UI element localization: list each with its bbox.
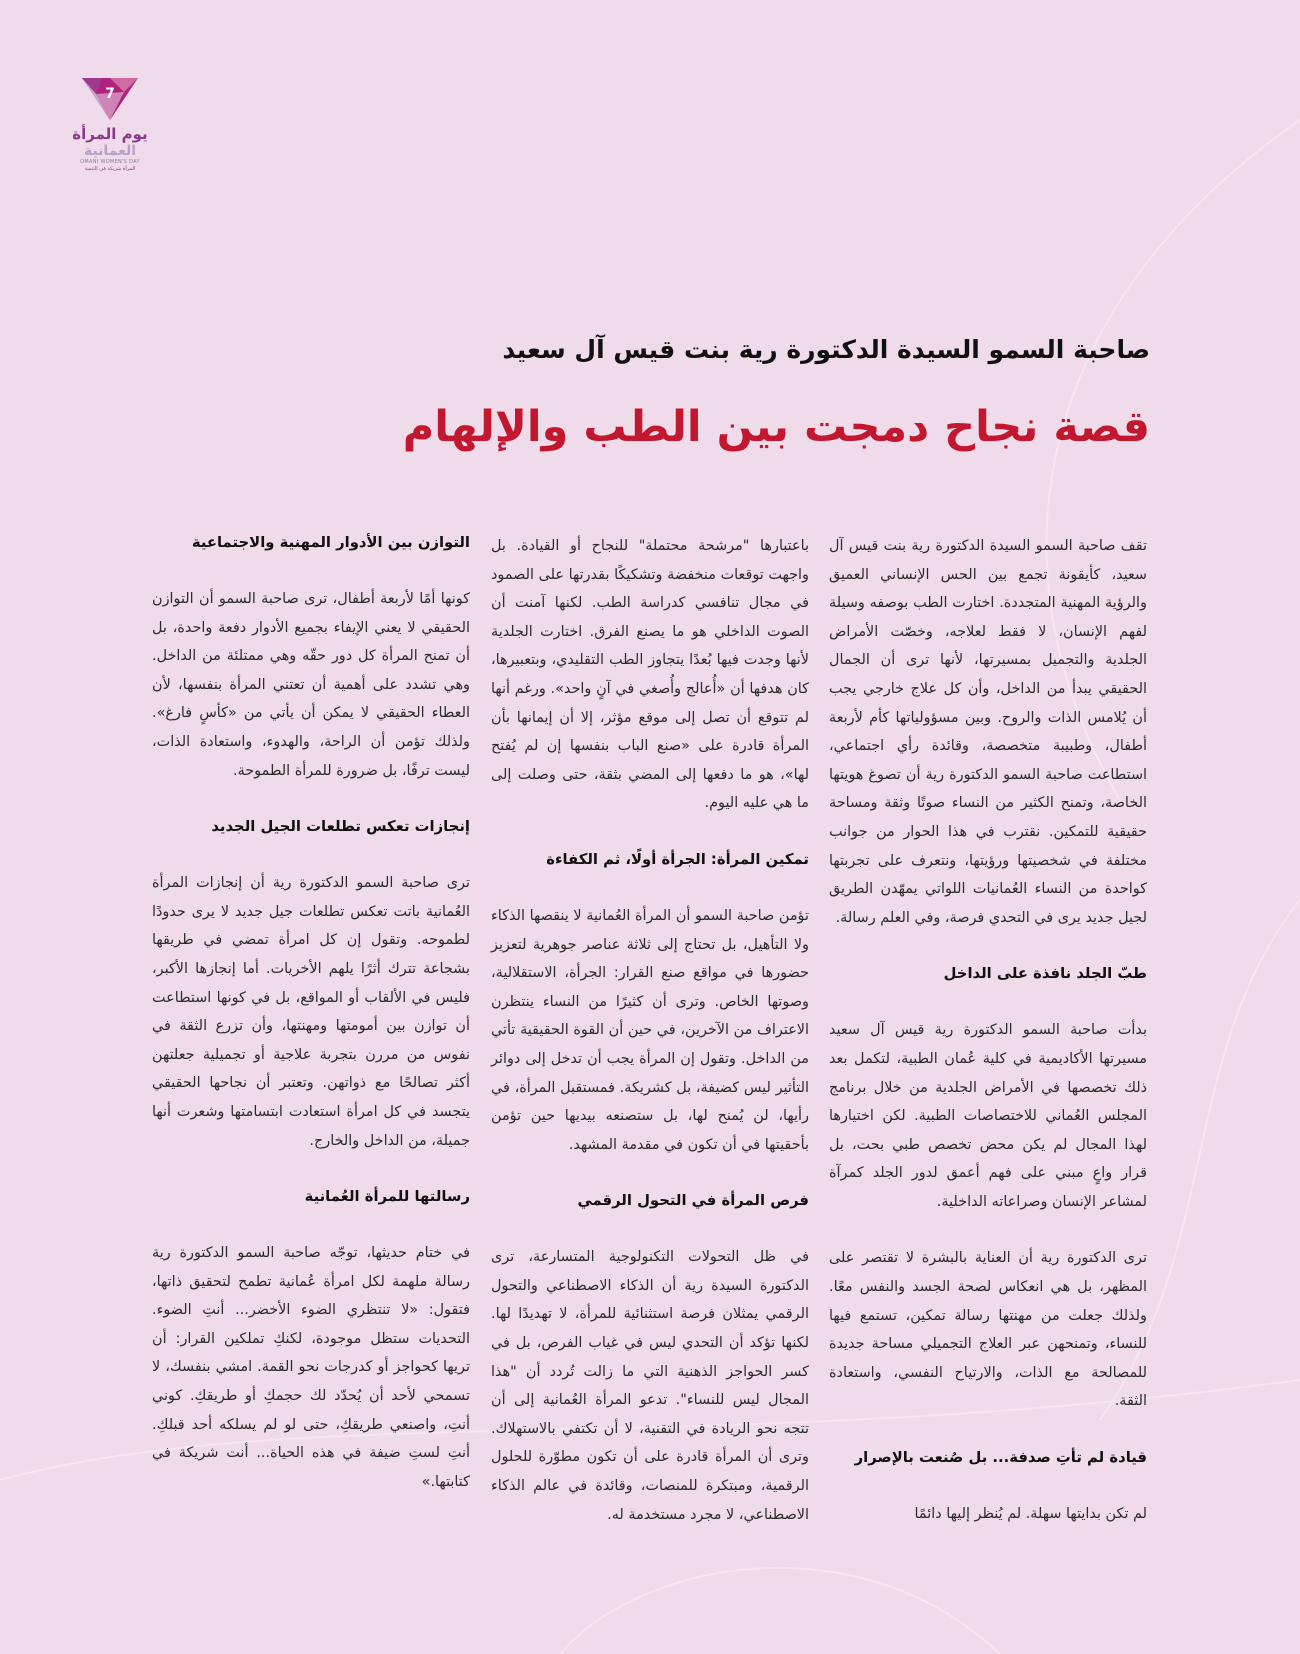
article-column-right [829,532,1147,1557]
logo-tagline: المرأة شريكة في التنمية [84,166,136,172]
article-column-left [152,532,470,1524]
paragraph-leadership-start: لم تكن بدايتها سهلة. لم يُنظر إليها دائمًا [914,1506,1147,1523]
section-heading-achievements: إنجازات تعكس تطلعات الجيل الجديد [211,818,470,836]
section-heading-digital: فرص المرأة في التحول الرقمي [577,1192,809,1210]
section-heading-balance: التوازن بين الأدوار المهنية والاجتماعية [191,534,470,551]
logo-english-line: OMANI WOMEN'S DAY [80,159,140,165]
intro-paragraph: تقف صاحبة السمو السيدة الدكتورة رية بنت قيس آل سعيد، كأيقونة تجمع بين الحس الإنساني العميق والرؤية المهنية المتجددة. اختارت الطب بوصفه وسيلة لفهم الإنسان، لا فقط لعلاجه، وخصّت الأمراض الجلدية والتجميل بمسيرتها، لأنها ترى أن الجمال الحقيقي يبدأ من الداخل، وأن كل علاج خارجي يجب أن يُلامس الذات والروح. وبين مسؤولياتها كأم لأربعة أطفال، وطبيبة متخصصة، وقائدة رأي اجتماعي، استطاعت صاحبة السمو الدكتورة رية أن تصوغ هويتها الخاصة، وتمنح الكثير من النساء صوتًا وثقة ومساحة حقيقية للتمكين. نقترب في هذا الحوار من جوانب مختلفة في شخصيتها ورؤيتها، ونتعرف على تجربتها كواحدة من النساء العُمانيات اللواتي يمهّدن الطريق لجيل جديد يرى في التحدي فرصة، وفي العلم رسالة. [829,538,1147,926]
section-heading-leadership: قيادة لم تأتِ صدفة... بل صُنعت بالإصرار [854,1449,1147,1467]
section-heading-message: رسالتها للمرأة العُمانية [304,1188,470,1206]
gem-logo-icon [76,70,144,122]
paragraph-skin-care: ترى الدكتورة رية أن العناية بالبشرة لا تقتصر على المظهر، بل هي انعكاس لصحة الجسد والنفس معًا. ولذلك جعلت من مهنتها رسالة تمكين، تستمع فيها للنساء، وتمنحهن عبر العلاج التجميلي مساحة جديدة للمصالحة مع الذات، والارتياح النفسي، واستعادة الثقة. [829,1250,1147,1410]
logo-title-line: يوم المرأة [72,125,148,143]
section-heading-dermatology: طبّ الجلد نافذة على الداخل [943,965,1147,983]
paragraph-empowerment: تؤمن صاحبة السمو أن المرأة العُمانية لا ينقصها الذكاء ولا التأهيل، بل تحتاج إلى ثلاثة عناصر جوهرية لتعزيز حضورها في مواقع صنع القرار: الجرأة، الاستقلالية، وصوتها الخاص. وترى أن كثيرًا من النساء ينتظرن الاعتراف من الآخرين، في حين أن القوة الحقيقية تأتي من الداخل. وتقول إن المرأة يجب أن تدخل إلى دوائر التأثير ليس كضيفة، بل كشريكة. فمستقبل المرأة، في رأيها، لن يُمنح لها، بل ستصنعه بيديها حين تؤمن بأحقيتها في أن تكون في مقدمة المشهد. [491,907,809,1153]
paragraph-digital: في ظل التحولات التكنولوجية المتسارعة، ترى الدكتورة السيدة رية أن الذكاء الاصطناعي والتحول الرقمي يمثلان فرصة استثنائية للمرأة، لا تهديدًا لها. لكنها تؤكد أن التحدي ليس في غياب الفرص، بل في كسر الحواجز الذهنية التي ما زالت تُردد أن "هذا المجال ليس للنساء". تدعو المرأة العُمانية إلى أن تتجه نحو الريادة في التقنية، لا أن تكتفي بالاستهلاك. وترى أن المرأة قادرة على أن تكون مطوّرة للحلول الرقمية، ومبتكرة للمنصات، وقائدة في عالم الذكاء الاصطناعي، لا مجرد مستخدمة له. [491,1249,809,1523]
paragraph-career-start: بدأت صاحبة السمو الدكتورة رية قيس آل سعيد مسيرتها الأكاديمية في كلية عُمان الطبية، لتكمل بعد ذلك تخصصها في الأمراض الجلدية من خلال برنامج المجلس العُماني للاختصاصات الطبية. لكن اختيارها لهذا المجال لم يكن محض تخصص طبي بحت، بل قرار واعٍ مبني على فهم أعمق لدور الجلد كمرآة لمشاعر الإنسان وصراعاته الداخلية. [829,1022,1147,1210]
paragraph-leadership-cont: باعتبارها "مرشحة محتملة" للنجاح أو القيادة. بل واجهت توقعات منخفضة وتشكيكًا بقدرتها على الصمود في مجال تنافسي كدراسة الطب. لكنها آمنت أن الصوت الداخلي هو ما يصنع الفرق. اختارت الجلدية لأنها وجدت فيها بُعدًا يتجاوز الطب التقليدي، وبتعبيرها، كان هدفها أن «أُعالج وأُصغي في آنٍ واحد». ورغم أنها لم تتوقع أن تصل إلى موقع مؤثر، إلا أن إيمانها بأن المرأة قادرة على «صنع الباب بنفسها إن لم يُفتح لها»، هو ما دفعها إلى المضي بثقة، حتى وصلت إلى ما هي عليه اليوم. [491,538,809,812]
svg-text:7: 7 [105,86,115,102]
article-title: قصة نجاح دمجت بين الطب والإلهام [402,402,1150,452]
omani-womens-day-logo [70,70,150,173]
paragraph-message: في ختام حديثها، توجّه صاحبة السمو الدكتورة رية رسالة ملهمة لكل امرأة عُمانية تطمح لتحقيق ذاتها، فتقول: «لا تنتظري الضوء الأخضر... أنتِ الضوء. التحديات ستظل موجودة، لكنكِ تملكين القرار: أن تريها كحواجز أو كدرجات نحو القمة. امشي بنفسك، لا تسمحي لأحد أن يُحدّد لك حجمكِ أو طريقكِ. كوني أنتِ، واصنعي طريقكِ، حتى لو لم يسلكه أحد قبلكِ. أنتِ لستِ ضيفة في هذه الحياة... أنت شريكة في كتابتها.» [152,1245,470,1490]
paragraph-balance: كونها أمًا لأربعة أطفال، ترى صاحبة السمو أن التوازن الحقيقي لا يعني الإيفاء بجميع الأدوار دفعة واحدة، بل أن تمنح المرأة كل دور حقّه وهي ممتلئة من الداخل. وهي تشدد على أهمية أن تعتني المرأة بنفسها، لأن العطاء الحقيقي لا يمكن أن يأتي من «كأسٍ فارغ». ولذلك تؤمن أن الراحة، والهدوء، واستعادة الذات، ليست ترفًا، بل ضرورة للمرأة الطموحة. [152,591,470,779]
article-column-middle [491,532,809,1557]
section-heading-empowerment: تمكين المرأة: الجرأة أولًا، ثم الكفاءة [546,850,809,868]
paragraph-achievements: ترى صاحبة السمو الدكتورة رية أن إنجازات المرأة العُمانية باتت تعكس تطلعات جيل جديد لا يرى حدودًا لطموحه. وتقول إن كل امرأة تمضي في طريقها بشجاعة تترك أثرًا يلهم الأخريات. أما إنجازها الأكبر، فليس في الألقاب أو المواقع، بل في كونها استطاعت أن توازن بين أمومتها ومهنتها، وأن تزرع الثقة في نفوس من مررن بتجربة علاجية أو تجميلية جعلتهن أكثر تصالحًا مع ذواتهن. وتعتبر أن نجاحها الحقيقي يتجسد في كل امرأة استعادت ابتسامتها وشعرت أنها جميلة، من الداخل والخارج. [152,875,470,1149]
article-kicker: صاحبة السمو السيدة الدكتورة رية بنت قيس آل سعيد [502,335,1150,364]
logo-subtitle-line: العمانية [83,143,137,159]
